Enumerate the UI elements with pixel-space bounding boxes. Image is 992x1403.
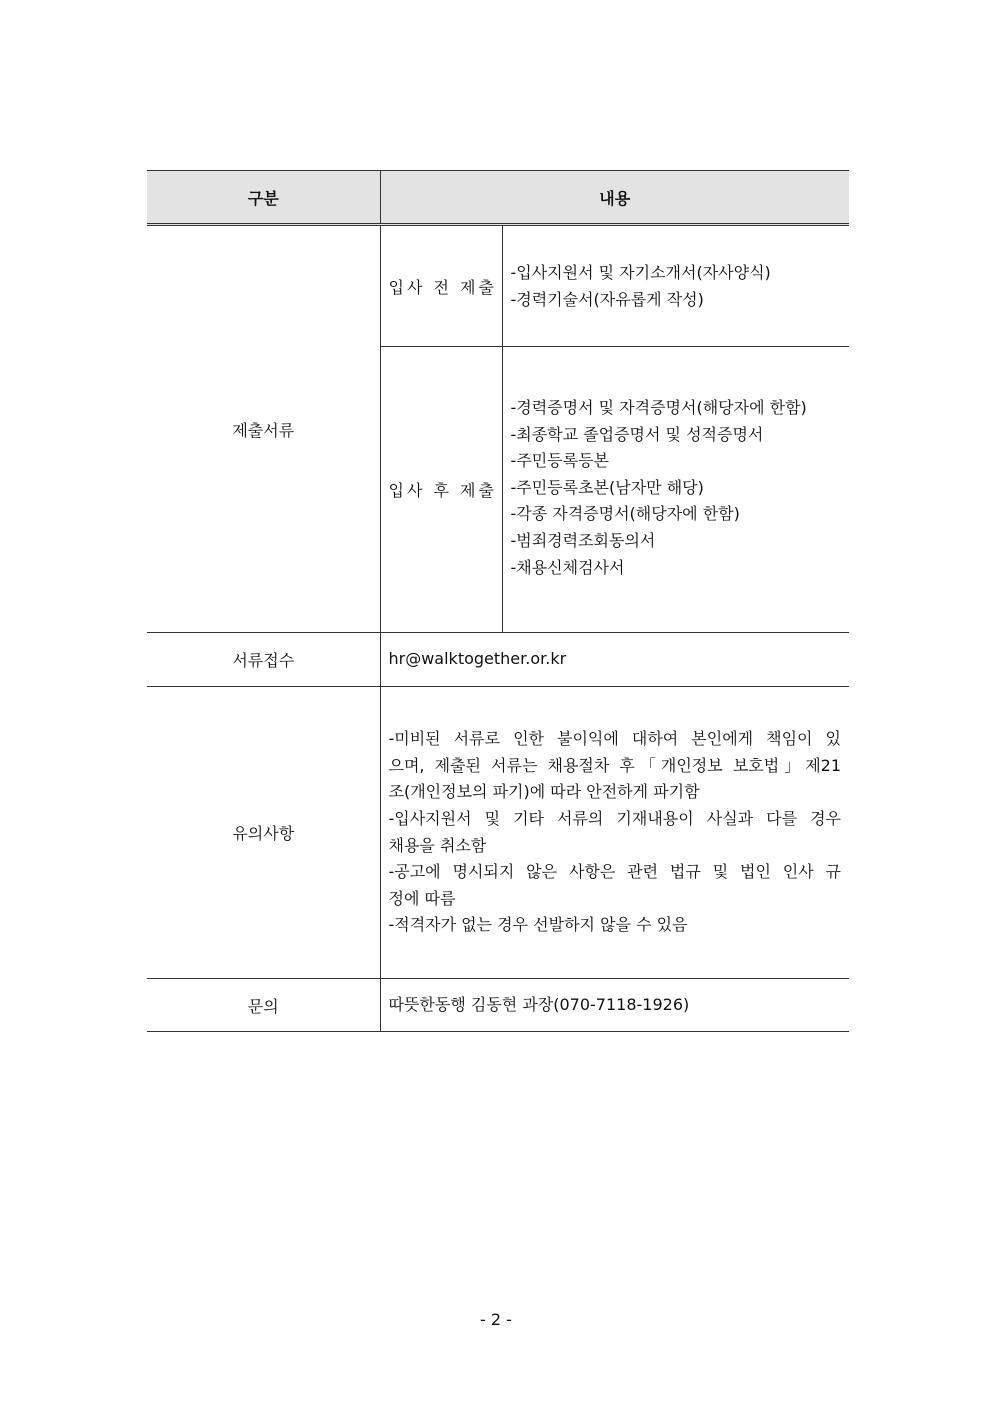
notes-label: 유의사항 <box>147 687 380 979</box>
list-item: -경력증명서 및 자격증명서(해당자에 한함) <box>510 398 807 417</box>
list-item: -주민등록초본(남자만 해당) <box>510 477 704 497</box>
note-line: -공고에 명시되지 않은 사항은 관련 법규 및 법인 인사 규 <box>388 862 842 882</box>
table-header-row <box>147 171 849 225</box>
note-line: 으며, 제출된 서류는 채용절차 후「개인정보 보호법」제21 <box>388 755 842 775</box>
note-line: 정에 따름 <box>388 888 456 908</box>
list-item: -입사지원서 및 자기소개서(자사양식) <box>510 263 771 282</box>
header-category: 구분 <box>147 171 380 225</box>
list-item: -경력기술서(자유롭게 작성) <box>510 289 704 309</box>
receipt-email: hr@walktogether.or.kr <box>380 633 849 687</box>
table-row <box>147 225 849 347</box>
before-joining-items <box>502 225 849 347</box>
inquiry-contact: 따뜻한동행 김동현 과장(070-7118-1926) <box>380 979 849 1032</box>
notes-content <box>380 687 849 979</box>
note-line: -입사지원서 및 기타 서류의 기재내용이 사실과 다를 경우 <box>388 808 842 828</box>
table-row <box>147 687 849 979</box>
note-line: 조(개인정보의 파기)에 따라 안전하게 파기함 <box>388 782 700 802</box>
note-line: -적격자가 없는 경우 선발하지 않을 수 있음 <box>388 915 688 935</box>
documents-label: 제출서류 <box>147 225 380 633</box>
list-item: -최종학교 졸업증명서 및 성적증명서 <box>510 424 764 444</box>
table-row <box>147 979 849 1032</box>
before-joining-label: 입사 전 제출 <box>380 225 502 347</box>
after-joining-label: 입사 후 제출 <box>380 347 502 633</box>
note-line: 채용을 취소함 <box>388 835 487 855</box>
recruitment-documents-table <box>147 170 849 1032</box>
header-content: 내용 <box>380 171 849 225</box>
note-line: -미비된 서류로 인한 불이익에 대하여 본인에게 책임이 있 <box>388 729 842 749</box>
list-item: -주민등록등본 <box>510 451 610 471</box>
table-row <box>147 633 849 687</box>
after-joining-items <box>502 347 849 633</box>
list-item: -각종 자격증명서(해당자에 한함) <box>510 504 740 524</box>
list-item: -채용신체검사서 <box>510 557 625 577</box>
inquiry-label: 문의 <box>147 979 380 1032</box>
page-number: - 2 - <box>480 1310 512 1329</box>
receipt-label: 서류접수 <box>147 633 380 687</box>
list-item: -범죄경력조회동의서 <box>510 530 656 550</box>
